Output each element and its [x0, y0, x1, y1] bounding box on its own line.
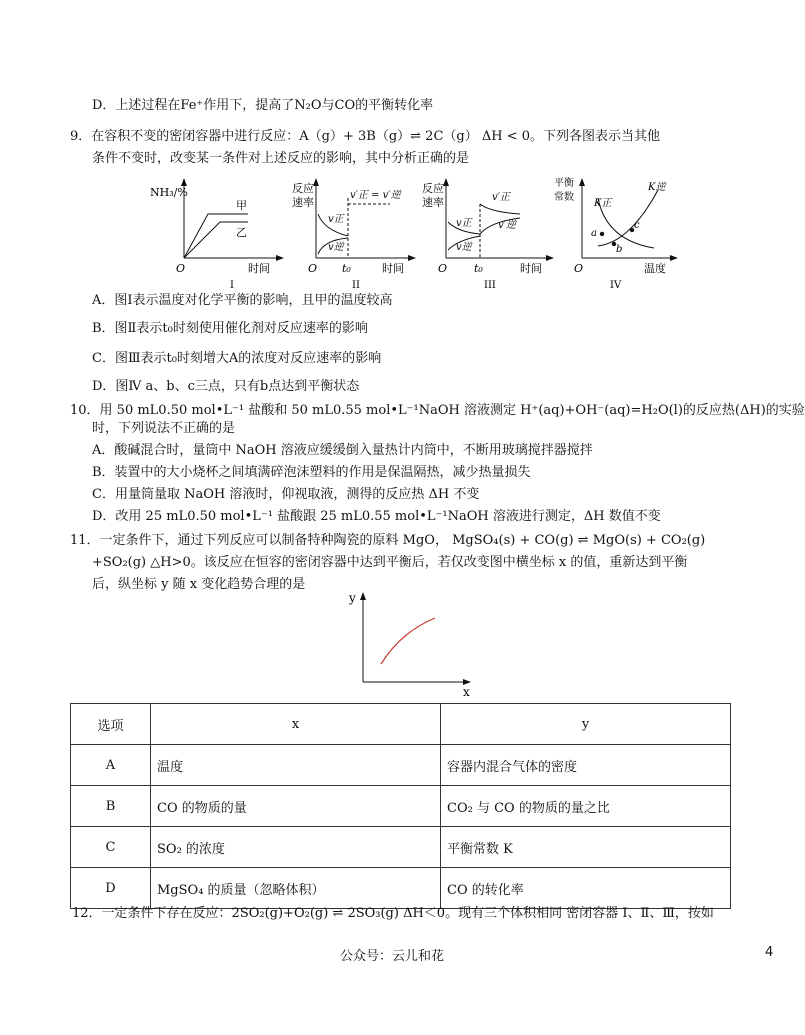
table-header-cell: x	[151, 704, 441, 745]
q12-stem-line1: 12．一定条件下存在反应：2SO₂(g)+O₂(g) ⇌ 2SO₃(g) ΔH＜0。现有三个体积相同 密闭容器 Ⅰ、Ⅱ、Ⅲ，按如	[72, 906, 714, 921]
q11-graph	[345, 588, 475, 698]
fig4-ylabel2: 常数	[554, 192, 574, 203]
q10-stem-line2: 时，下列说法不正确的是	[92, 421, 236, 436]
fig4-label-c: c	[634, 220, 640, 231]
fig2-t0: t₀	[342, 262, 351, 275]
q11-stem-line3: 后，纵坐标 y 随 x 变化趋势合理的是	[92, 577, 306, 592]
q9-option-c: C．图Ⅲ表示t₀时刻增大A的浓度对反应速率的影响	[92, 351, 382, 366]
q11-ylabel: y	[349, 591, 356, 605]
q11-stem-line2: +SO₂(g) △H>0。该反应在恒容的密闭容器中达到平衡后，若仅改变图中横坐标 x 的值，重新达到平衡	[92, 555, 688, 570]
table-cell: A	[71, 745, 151, 786]
table-row	[71, 786, 731, 827]
fig3-caption: III	[484, 280, 496, 291]
q9-stem-line2: 条件不变时，改变某一条件对上述反应的影响，其中分析正确的是	[92, 151, 470, 166]
fig3-xlabel: 时间	[520, 262, 542, 275]
q10-option-b: B．装置中的大小烧杯之间填满碎泡沫塑料的作用是保温隔热，减少热量损失	[92, 465, 531, 480]
q9-figure-2	[290, 176, 420, 291]
fig2-vzheng: v正	[328, 214, 344, 225]
fig3-vni2: v′逆	[498, 220, 516, 231]
table-row	[71, 745, 731, 786]
q9-option-a: A．图Ⅰ表示温度对化学平衡的影响，且甲的温度较高	[92, 293, 393, 308]
q10-option-d: D．改用 25 mL0.50 mol•L⁻¹ 盐酸跟 25 mL0.55 mol•L⁻¹NaOH 溶液进行测定，ΔH 数值不变	[92, 509, 661, 524]
fig1-xlabel: 时间	[248, 262, 270, 275]
fig4-kzheng: K正	[594, 198, 612, 209]
q9-option-d: D．图Ⅳ a、b、c三点，只有b点达到平衡状态	[92, 379, 360, 394]
table-header-cell: y	[441, 704, 731, 745]
table-header-row	[71, 704, 731, 745]
q11-curve	[381, 618, 435, 664]
q9-figure-1	[148, 176, 288, 291]
fig2-origin: O	[308, 262, 318, 275]
q11-y-arrow	[360, 592, 366, 600]
table-cell: 温度	[151, 745, 441, 786]
q9-figure-4	[554, 176, 680, 291]
table-cell: MgSO₄ 的质量（忽略体积）	[151, 868, 441, 909]
fig2-caption: II	[352, 280, 360, 291]
fig3-vzheng: v正	[456, 218, 472, 229]
q10-option-a: A．酸碱混合时，量筒中 NaOH 溶液应缓缓倒入量热计内筒中，不断用玻璃搅拌器搅拌	[92, 443, 593, 458]
fig2-vni: v逆	[328, 242, 344, 253]
fig4-label-b: b	[616, 244, 623, 255]
fig4-kni: K逆	[648, 182, 666, 193]
table-cell: CO₂ 与 CO 的物质的量之比	[441, 786, 731, 827]
fig4-xlabel: 温度	[644, 262, 666, 275]
fig3-vzheng2: v′正	[492, 192, 510, 203]
fig4-label-a: a	[591, 228, 597, 239]
fig2-ylabel1: 反应	[292, 182, 314, 195]
fig1-y-arrow	[181, 178, 187, 186]
fig4-point-a	[600, 232, 604, 236]
table-cell: 容器内混合气体的密度	[441, 745, 731, 786]
fig3-origin: O	[438, 262, 448, 275]
table-cell: B	[71, 786, 151, 827]
q10-stem-line1: 10．用 50 mL0.50 mol•L⁻¹ 盐酸和 50 mL0.55 mol•L⁻¹NaOH 溶液测定 H⁺(aq)+OH⁻(aq)=H₂O(l)的反应热(ΔH)的实验	[70, 403, 805, 418]
q9-stem-line1: 9．在容积不变的密闭容器中进行反应：A（g）+ 3B（g）⇌ 2C（g） ΔH < 0。下列各图表示当其他	[70, 129, 661, 144]
fig3-vni: v逆	[456, 242, 472, 253]
fig2-eq: v′正 = v′逆	[350, 190, 401, 201]
fig4-ylabel1: 平衡	[554, 178, 574, 189]
fig1-caption: I	[230, 280, 234, 291]
q8-option-d: D．上述过程在Fe⁺作用下，提高了N₂O与CO的平衡转化率	[92, 98, 434, 113]
fig3-t0: t₀	[474, 262, 483, 275]
table-cell: D	[71, 868, 151, 909]
fig3-curve-vzheng2	[480, 204, 520, 214]
q9-option-b: B．图Ⅱ表示t₀时刻使用催化剂对反应速率的影响	[92, 321, 368, 336]
fig1-label-yi: 乙	[236, 226, 247, 239]
table-cell: SO₂ 的浓度	[151, 827, 441, 868]
table-row	[71, 868, 731, 909]
fig1-origin: O	[176, 262, 186, 275]
fig1-label-jia: 甲	[236, 199, 247, 212]
page-number: 4	[765, 945, 774, 960]
table-cell: 平衡常数 K	[441, 827, 731, 868]
fig3-ylabel1: 反应	[422, 182, 444, 195]
table-cell: C	[71, 827, 151, 868]
fig4-origin: O	[574, 262, 584, 275]
fig1-x-arrow	[276, 255, 284, 261]
table-cell: CO 的物质的量	[151, 786, 441, 827]
table-header-cell: 选项	[71, 704, 151, 745]
fig3-ylabel2: 速率	[422, 196, 444, 209]
table-row	[71, 827, 731, 868]
table-cell: CO 的转化率	[441, 868, 731, 909]
fig4-caption: IV	[610, 280, 622, 291]
fig2-xlabel: 时间	[382, 262, 404, 275]
q11-stem-line1: 11．一定条件下，通过下列反应可以制备特种陶瓷的原料 MgO， MgSO₄(s) + CO(g) ⇌ MgO(s) + CO₂(g)	[70, 533, 706, 548]
q11-xlabel: x	[463, 685, 470, 699]
fig2-ylabel2: 速率	[292, 196, 314, 209]
q10-option-c: C．用量筒量取 NaOH 溶液时，仰视取液，测得的反应热 ΔH 不变	[92, 487, 480, 502]
q9-figure-3	[420, 176, 560, 291]
q11-table	[70, 703, 731, 909]
fig1-ylabel: NH₃/%	[150, 186, 188, 199]
footer-text: 公众号：云儿和花	[340, 949, 445, 964]
